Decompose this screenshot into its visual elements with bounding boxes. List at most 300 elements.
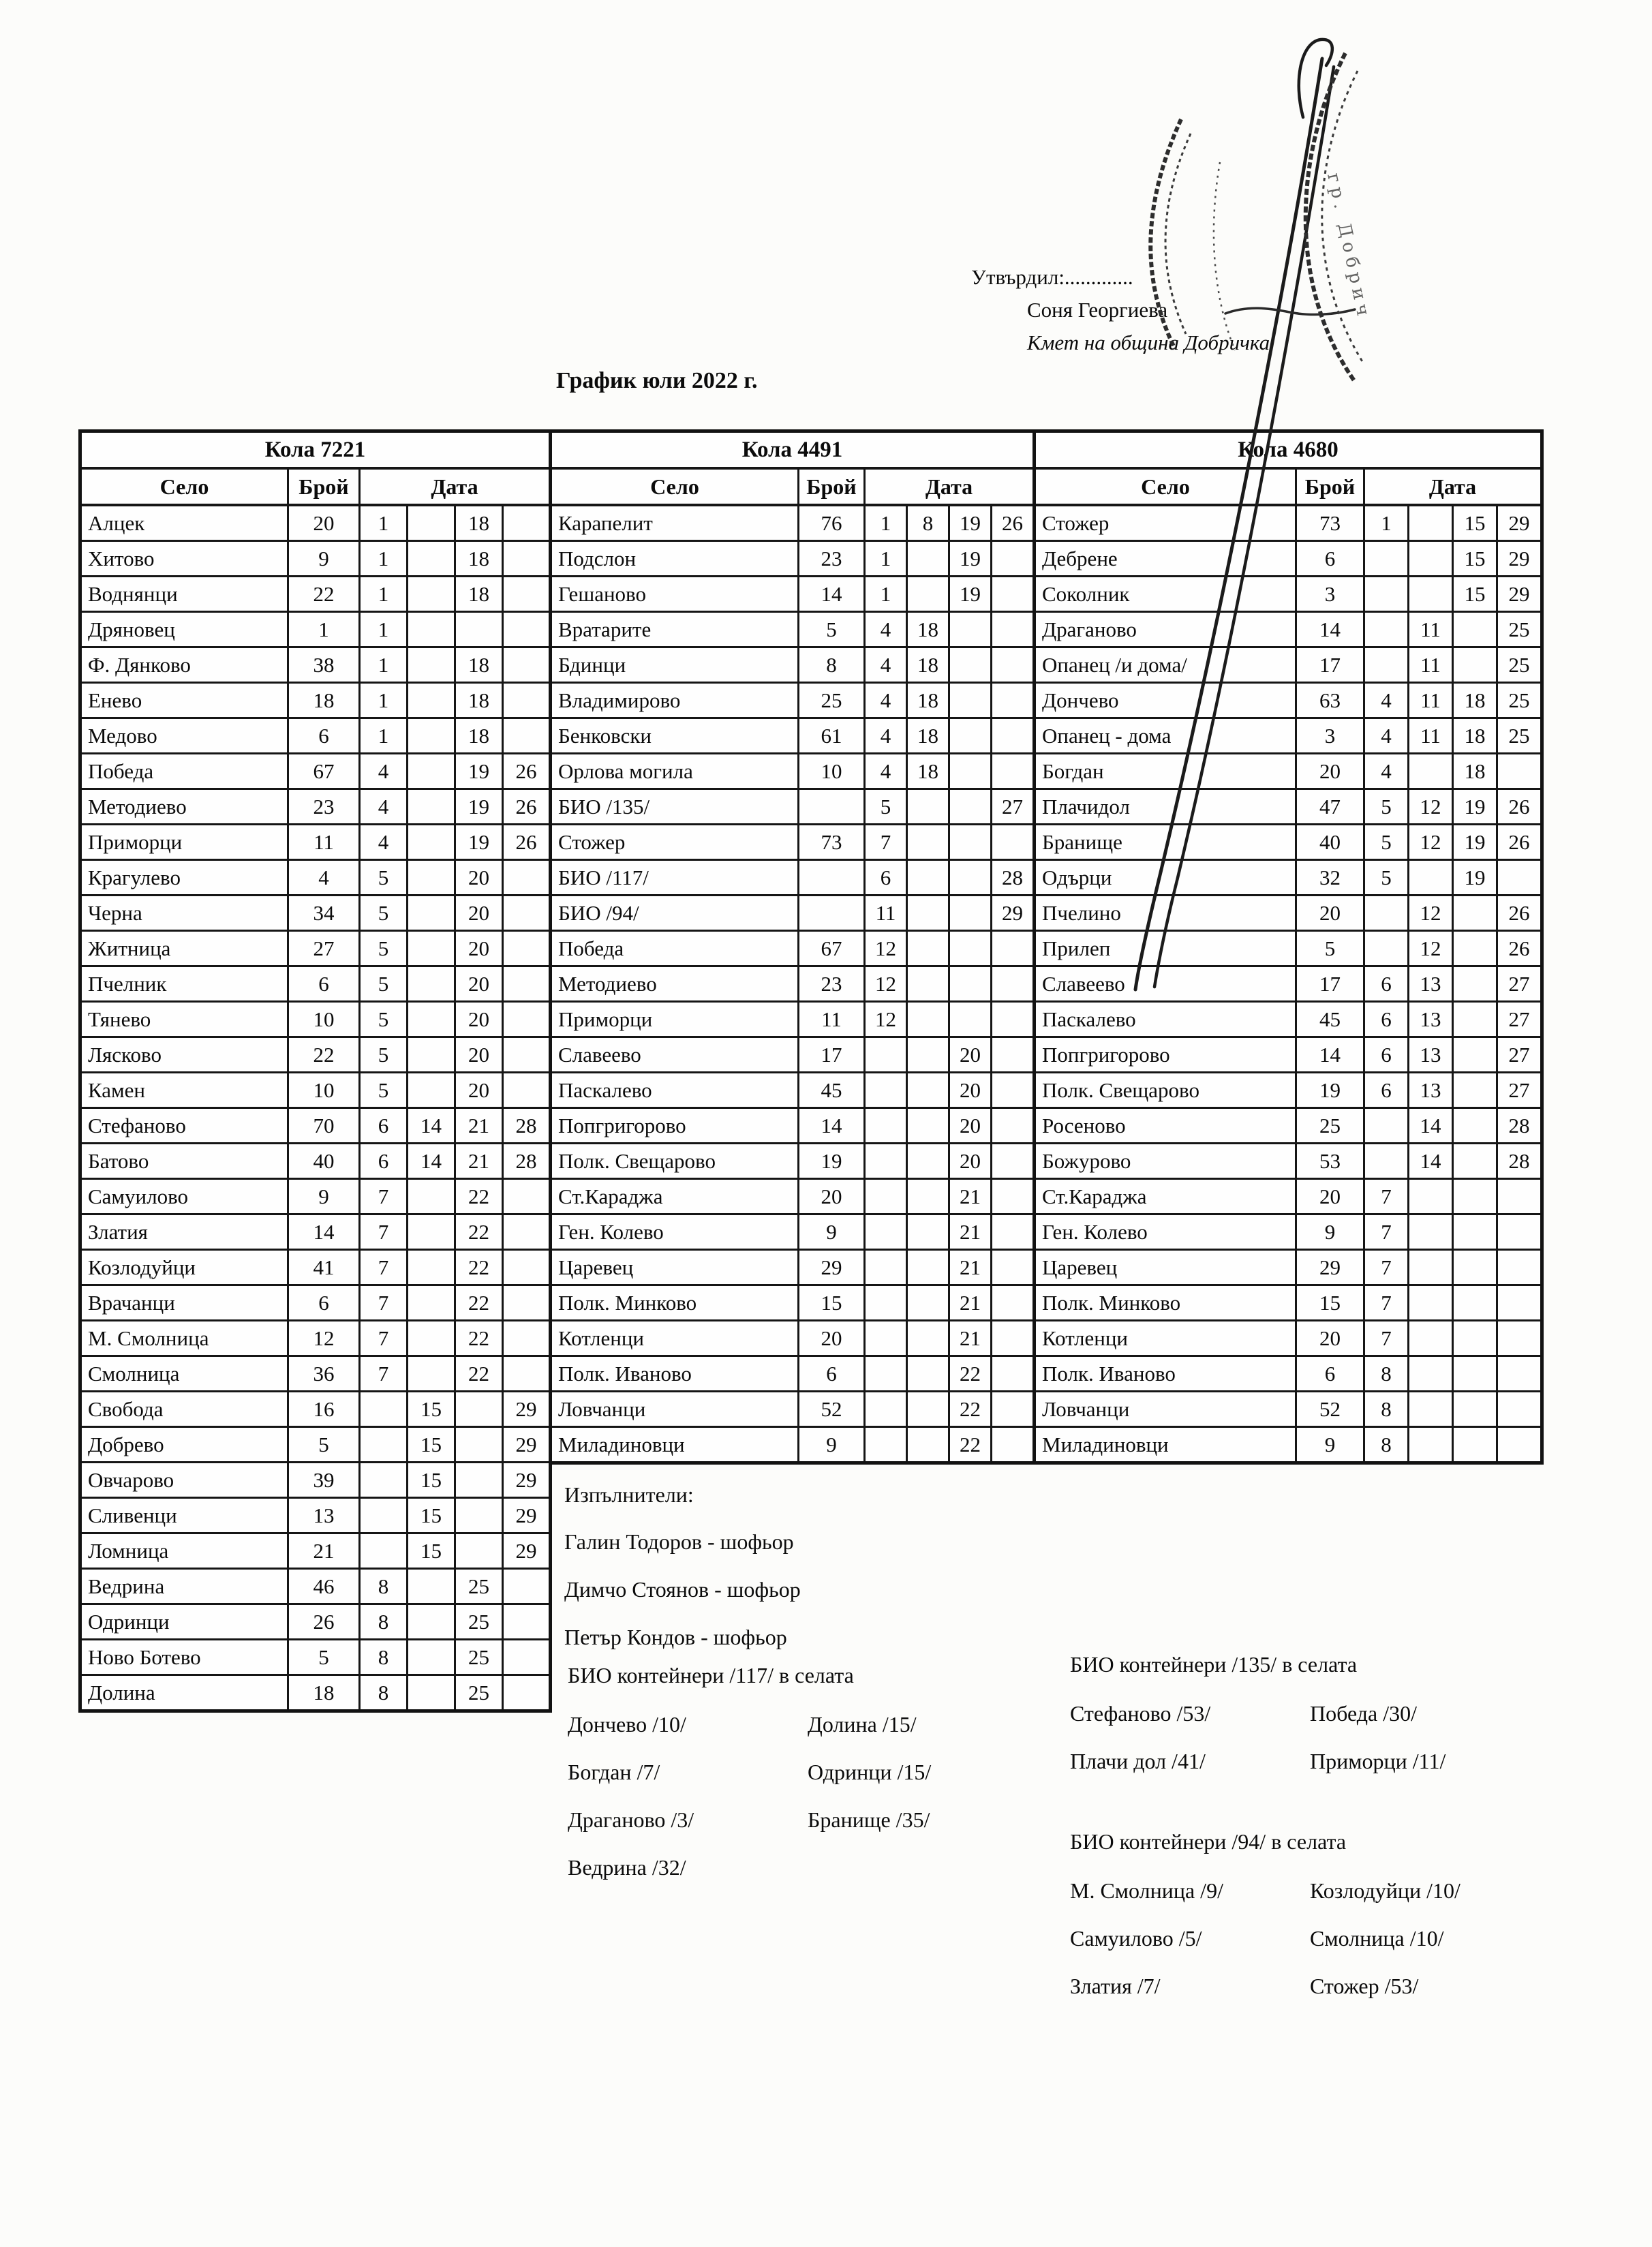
date-cell xyxy=(992,1179,1035,1214)
date-cell xyxy=(949,931,992,966)
date-cell: 29 xyxy=(503,1392,551,1427)
date-cell xyxy=(408,612,455,647)
count-cell: 10 xyxy=(288,1073,360,1108)
date-cell: 4 xyxy=(865,718,907,754)
village-cell: Росеново xyxy=(1035,1108,1296,1144)
village-cell: Козлодуйци xyxy=(80,1250,288,1285)
count-cell: 6 xyxy=(1296,1356,1364,1392)
village-cell: Орлова могила xyxy=(551,754,799,789)
village-cell: Плачидол xyxy=(1035,789,1296,825)
table-row xyxy=(551,683,1035,718)
date-cell: 7 xyxy=(1364,1321,1409,1356)
date-cell: 6 xyxy=(1364,966,1409,1002)
date-cell: 20 xyxy=(949,1073,992,1108)
date-cell: 29 xyxy=(1497,505,1542,541)
date-cell: 26 xyxy=(1497,931,1542,966)
date-cell xyxy=(503,1356,551,1392)
date-cell xyxy=(865,1392,907,1427)
date-cell: 7 xyxy=(360,1214,408,1250)
date-cell: 7 xyxy=(1364,1179,1409,1214)
village-cell: Дончево xyxy=(1035,683,1296,718)
date-cell: 6 xyxy=(1364,1002,1409,1037)
date-cell xyxy=(907,1108,949,1144)
date-cell xyxy=(992,1002,1035,1037)
table-row xyxy=(1035,860,1542,896)
count-cell: 6 xyxy=(288,966,360,1002)
note-line: Петър Кондов - шофьор xyxy=(564,1625,787,1649)
table-row xyxy=(551,577,1035,612)
date-cell: 19 xyxy=(455,825,503,860)
col-header-village: Село xyxy=(80,468,288,505)
table-row xyxy=(551,1321,1035,1356)
date-cell: 22 xyxy=(455,1214,503,1250)
date-cell: 4 xyxy=(1364,683,1409,718)
date-cell xyxy=(1409,1179,1453,1214)
date-cell: 19 xyxy=(1453,860,1497,896)
village-cell: Богдан xyxy=(1035,754,1296,789)
date-cell: 27 xyxy=(1497,966,1542,1002)
date-cell xyxy=(992,754,1035,789)
count-cell xyxy=(799,789,865,825)
date-cell xyxy=(949,860,992,896)
date-cell xyxy=(865,1214,907,1250)
count-cell: 21 xyxy=(288,1533,360,1569)
table-row xyxy=(551,1356,1035,1392)
date-cell: 18 xyxy=(1453,754,1497,789)
date-cell: 15 xyxy=(408,1533,455,1569)
date-cell: 15 xyxy=(1453,505,1497,541)
date-cell xyxy=(865,1356,907,1392)
table-row xyxy=(80,1144,551,1179)
note-line: Смолница /10/ xyxy=(1310,1926,1444,1951)
date-cell xyxy=(992,1108,1035,1144)
date-cell xyxy=(1409,860,1453,896)
village-cell: Тянево xyxy=(80,1002,288,1037)
date-cell xyxy=(408,896,455,931)
date-cell: 12 xyxy=(865,931,907,966)
date-cell: 22 xyxy=(455,1250,503,1285)
date-cell xyxy=(408,541,455,577)
date-cell: 1 xyxy=(1364,505,1409,541)
date-cell: 5 xyxy=(360,1002,408,1037)
page-title: График юли 2022 г. xyxy=(556,368,758,393)
date-cell xyxy=(455,1533,503,1569)
date-cell xyxy=(408,860,455,896)
date-cell: 18 xyxy=(455,505,503,541)
count-cell: 46 xyxy=(288,1569,360,1604)
col-header-date: Дата xyxy=(1364,468,1542,505)
village-cell: Дебрене xyxy=(1035,541,1296,577)
date-cell xyxy=(1409,1250,1453,1285)
village-cell: Златия xyxy=(80,1214,288,1250)
date-cell xyxy=(408,1214,455,1250)
table-row xyxy=(551,754,1035,789)
village-cell: Прилеп xyxy=(1035,931,1296,966)
date-cell: 26 xyxy=(503,789,551,825)
count-cell: 19 xyxy=(1296,1073,1364,1108)
village-cell: Одърци xyxy=(1035,860,1296,896)
executors-heading: Изпълнители: xyxy=(564,1482,694,1507)
date-cell: 20 xyxy=(455,931,503,966)
count-cell: 41 xyxy=(288,1250,360,1285)
table-row xyxy=(80,505,551,541)
date-cell xyxy=(1497,860,1542,896)
village-cell: Ст.Караджа xyxy=(1035,1179,1296,1214)
date-cell xyxy=(360,1427,408,1463)
count-cell: 6 xyxy=(799,1356,865,1392)
date-cell: 29 xyxy=(992,896,1035,931)
count-cell xyxy=(799,860,865,896)
date-cell xyxy=(503,505,551,541)
count-cell: 63 xyxy=(1296,683,1364,718)
village-cell: Попгригорово xyxy=(1035,1037,1296,1073)
note-line: Плачи дол /41/ xyxy=(1070,1749,1206,1773)
date-cell: 18 xyxy=(907,647,949,683)
date-cell xyxy=(992,1427,1035,1463)
date-cell xyxy=(992,541,1035,577)
count-cell: 20 xyxy=(799,1179,865,1214)
table-row xyxy=(1035,647,1542,683)
village-cell: БИО /94/ xyxy=(551,896,799,931)
village-cell: Одринци xyxy=(80,1604,288,1640)
date-cell: 12 xyxy=(1409,825,1453,860)
village-cell: Батово xyxy=(80,1144,288,1179)
date-cell: 27 xyxy=(1497,1037,1542,1073)
count-cell: 76 xyxy=(799,505,865,541)
date-cell xyxy=(992,1037,1035,1073)
note-line: М. Смолница /9/ xyxy=(1070,1878,1223,1903)
table-row xyxy=(1035,825,1542,860)
date-cell: 21 xyxy=(949,1179,992,1214)
table-row xyxy=(80,1214,551,1250)
note-line: Ведрина /32/ xyxy=(568,1855,686,1880)
date-cell: 4 xyxy=(360,754,408,789)
table-row xyxy=(551,1427,1035,1463)
date-cell xyxy=(1497,1250,1542,1285)
village-cell: Пчелник xyxy=(80,966,288,1002)
table-row xyxy=(551,612,1035,647)
count-cell: 67 xyxy=(288,754,360,789)
date-cell: 27 xyxy=(1497,1073,1542,1108)
date-cell: 20 xyxy=(949,1108,992,1144)
table-row xyxy=(1035,1214,1542,1250)
date-cell xyxy=(992,931,1035,966)
note-line: Победа /30/ xyxy=(1310,1701,1418,1726)
date-cell: 28 xyxy=(1497,1108,1542,1144)
count-cell: 3 xyxy=(1296,577,1364,612)
date-cell: 15 xyxy=(408,1498,455,1533)
count-cell: 52 xyxy=(799,1392,865,1427)
table-row xyxy=(1035,1427,1542,1463)
date-cell: 5 xyxy=(360,1073,408,1108)
table-row xyxy=(551,1179,1035,1214)
date-cell: 25 xyxy=(1497,718,1542,754)
date-cell xyxy=(1409,1285,1453,1321)
date-cell: 11 xyxy=(1409,612,1453,647)
count-cell: 70 xyxy=(288,1108,360,1144)
village-cell: Стожер xyxy=(1035,505,1296,541)
date-cell: 5 xyxy=(1364,825,1409,860)
schedule-table-kola-7221 xyxy=(78,429,552,1713)
date-cell xyxy=(408,718,455,754)
date-cell: 5 xyxy=(1364,860,1409,896)
date-cell: 22 xyxy=(455,1179,503,1214)
village-cell: Сливенци xyxy=(80,1498,288,1533)
date-cell xyxy=(1453,1392,1497,1427)
village-cell: Победа xyxy=(80,754,288,789)
table-row xyxy=(80,647,551,683)
note-line: Самуилово /5/ xyxy=(1070,1926,1202,1951)
date-cell xyxy=(949,612,992,647)
date-cell xyxy=(1453,1179,1497,1214)
count-cell: 29 xyxy=(799,1250,865,1285)
count-cell: 20 xyxy=(1296,1321,1364,1356)
table-row xyxy=(80,1356,551,1392)
count-cell: 53 xyxy=(1296,1144,1364,1179)
col-header-count: Брой xyxy=(288,468,360,505)
date-cell xyxy=(992,1356,1035,1392)
date-cell xyxy=(907,541,949,577)
date-cell xyxy=(992,612,1035,647)
table-row xyxy=(80,825,551,860)
date-cell: 18 xyxy=(455,647,503,683)
date-cell: 7 xyxy=(1364,1214,1409,1250)
date-cell: 25 xyxy=(1497,647,1542,683)
date-cell: 4 xyxy=(865,754,907,789)
date-cell xyxy=(503,931,551,966)
table-row xyxy=(80,683,551,718)
date-cell: 5 xyxy=(360,1037,408,1073)
date-cell xyxy=(408,1037,455,1073)
note-line: Златия /7/ xyxy=(1070,1974,1161,1998)
date-cell: 20 xyxy=(455,1037,503,1073)
date-cell: 6 xyxy=(1364,1037,1409,1073)
village-cell: Воднянци xyxy=(80,577,288,612)
table-row xyxy=(80,541,551,577)
date-cell: 1 xyxy=(865,541,907,577)
count-cell: 22 xyxy=(288,1037,360,1073)
table-row xyxy=(551,1037,1035,1073)
date-cell: 29 xyxy=(1497,541,1542,577)
village-cell: Миладиновци xyxy=(551,1427,799,1463)
village-cell: Опанец /и дома/ xyxy=(1035,647,1296,683)
village-cell: Ген. Колево xyxy=(1035,1214,1296,1250)
date-cell xyxy=(1364,577,1409,612)
date-cell: 18 xyxy=(907,754,949,789)
date-cell xyxy=(1364,541,1409,577)
count-cell: 6 xyxy=(288,718,360,754)
table-row xyxy=(80,1179,551,1214)
table-row xyxy=(551,896,1035,931)
count-cell: 45 xyxy=(1296,1002,1364,1037)
date-cell xyxy=(1497,1392,1542,1427)
date-cell: 7 xyxy=(1364,1250,1409,1285)
date-cell xyxy=(907,1250,949,1285)
date-cell: 18 xyxy=(907,612,949,647)
stamp-right-arc xyxy=(1306,53,1355,382)
bio-note-94-col2 xyxy=(1310,1867,1542,2010)
date-cell: 21 xyxy=(949,1250,992,1285)
date-cell: 4 xyxy=(360,789,408,825)
date-cell xyxy=(503,1002,551,1037)
bio-note-94-col1 xyxy=(1070,1867,1310,2010)
table-row xyxy=(551,1002,1035,1037)
date-cell: 12 xyxy=(865,966,907,1002)
approver-name: Соня Георгиева xyxy=(1027,298,1168,322)
date-cell xyxy=(503,896,551,931)
date-cell: 21 xyxy=(949,1285,992,1321)
date-cell: 29 xyxy=(503,1463,551,1498)
count-cell: 9 xyxy=(1296,1214,1364,1250)
table-row xyxy=(551,1073,1035,1108)
count-cell: 20 xyxy=(1296,754,1364,789)
date-cell: 26 xyxy=(1497,789,1542,825)
village-cell: Добрево xyxy=(80,1427,288,1463)
table-row xyxy=(80,1569,551,1604)
date-cell: 13 xyxy=(1409,966,1453,1002)
date-cell xyxy=(408,1569,455,1604)
date-cell: 21 xyxy=(949,1321,992,1356)
date-cell: 20 xyxy=(455,1002,503,1037)
bio-note-135-title: БИО контейнери /135/ в селата xyxy=(1070,1652,1358,1677)
date-cell: 28 xyxy=(1497,1144,1542,1179)
village-cell: Драганово xyxy=(1035,612,1296,647)
village-cell: Ф. Дянково xyxy=(80,647,288,683)
date-cell: 11 xyxy=(1409,647,1453,683)
date-cell xyxy=(408,1073,455,1108)
village-cell: Долина xyxy=(80,1675,288,1711)
date-cell xyxy=(503,1285,551,1321)
date-cell: 11 xyxy=(865,896,907,931)
table-row xyxy=(1035,1144,1542,1179)
table-row xyxy=(1035,1321,1542,1356)
date-cell xyxy=(1409,754,1453,789)
count-cell: 6 xyxy=(288,1285,360,1321)
table-row xyxy=(1035,1073,1542,1108)
date-cell: 25 xyxy=(455,1675,503,1711)
date-cell: 7 xyxy=(360,1250,408,1285)
date-cell xyxy=(1409,505,1453,541)
note-line: Драганово /3/ xyxy=(568,1807,694,1832)
date-cell xyxy=(1364,931,1409,966)
table-row xyxy=(80,1321,551,1356)
count-cell: 15 xyxy=(1296,1285,1364,1321)
village-cell: Паскалево xyxy=(1035,1002,1296,1037)
table-row xyxy=(80,931,551,966)
table-row xyxy=(1035,1037,1542,1073)
count-cell: 61 xyxy=(799,718,865,754)
date-cell xyxy=(1409,1321,1453,1356)
date-cell xyxy=(503,1640,551,1675)
date-cell xyxy=(503,612,551,647)
count-cell: 3 xyxy=(1296,718,1364,754)
date-cell: 13 xyxy=(1409,1073,1453,1108)
date-cell: 6 xyxy=(360,1144,408,1179)
village-cell: Царевец xyxy=(1035,1250,1296,1285)
count-cell: 20 xyxy=(288,505,360,541)
count-cell: 12 xyxy=(288,1321,360,1356)
count-cell: 19 xyxy=(799,1144,865,1179)
date-cell: 5 xyxy=(1364,789,1409,825)
date-cell xyxy=(865,1427,907,1463)
count-cell: 10 xyxy=(288,1002,360,1037)
date-cell: 11 xyxy=(1409,718,1453,754)
date-cell: 1 xyxy=(360,577,408,612)
date-cell xyxy=(907,931,949,966)
village-cell: Подслон xyxy=(551,541,799,577)
date-cell xyxy=(1453,1108,1497,1144)
village-cell: Бдинци xyxy=(551,647,799,683)
date-cell xyxy=(1497,1285,1542,1321)
date-cell: 14 xyxy=(1409,1144,1453,1179)
table-row xyxy=(80,1604,551,1640)
village-cell: Лясково xyxy=(80,1037,288,1073)
col-header-village: Село xyxy=(551,468,799,505)
date-cell: 19 xyxy=(1453,825,1497,860)
count-cell: 20 xyxy=(799,1321,865,1356)
table-row xyxy=(1035,1002,1542,1037)
count-cell: 20 xyxy=(1296,1179,1364,1214)
date-cell xyxy=(408,647,455,683)
village-cell: Ломница xyxy=(80,1533,288,1569)
table-row xyxy=(1035,683,1542,718)
date-cell xyxy=(992,1285,1035,1321)
date-cell: 4 xyxy=(865,647,907,683)
date-cell xyxy=(1497,1321,1542,1356)
date-cell xyxy=(907,1356,949,1392)
date-cell xyxy=(360,1533,408,1569)
date-cell: 19 xyxy=(455,789,503,825)
table-row xyxy=(551,505,1035,541)
date-cell xyxy=(907,1427,949,1463)
date-cell xyxy=(907,966,949,1002)
date-cell xyxy=(907,1392,949,1427)
note-line: Приморци /11/ xyxy=(1310,1749,1446,1773)
table-row xyxy=(551,931,1035,966)
schedule-table-kola-4680 xyxy=(1032,429,1544,1465)
table-row xyxy=(551,541,1035,577)
count-cell: 29 xyxy=(1296,1250,1364,1285)
date-cell: 4 xyxy=(360,825,408,860)
village-cell: Полк. Минково xyxy=(551,1285,799,1321)
count-cell: 18 xyxy=(288,1675,360,1711)
date-cell: 22 xyxy=(949,1392,992,1427)
bio-note-117-col1 xyxy=(568,1700,808,1891)
bio-note-117-col2 xyxy=(808,1700,1039,1891)
count-cell: 9 xyxy=(288,1179,360,1214)
village-cell: Котленци xyxy=(1035,1321,1296,1356)
table-row xyxy=(551,647,1035,683)
table-row xyxy=(80,1463,551,1498)
village-cell: Енево xyxy=(80,683,288,718)
date-cell xyxy=(408,1675,455,1711)
date-cell: 18 xyxy=(907,718,949,754)
date-cell: 1 xyxy=(360,505,408,541)
date-cell: 19 xyxy=(455,754,503,789)
village-cell: Хитово xyxy=(80,541,288,577)
table-row xyxy=(80,1498,551,1533)
date-cell xyxy=(1453,1037,1497,1073)
village-cell: Полк. Иваново xyxy=(551,1356,799,1392)
date-cell: 4 xyxy=(1364,718,1409,754)
table-title: Кола 7221 xyxy=(80,431,551,469)
date-cell xyxy=(907,789,949,825)
date-cell: 25 xyxy=(455,1604,503,1640)
date-cell: 26 xyxy=(1497,896,1542,931)
table-row xyxy=(1035,612,1542,647)
table-row xyxy=(80,1108,551,1144)
date-cell xyxy=(503,1675,551,1711)
